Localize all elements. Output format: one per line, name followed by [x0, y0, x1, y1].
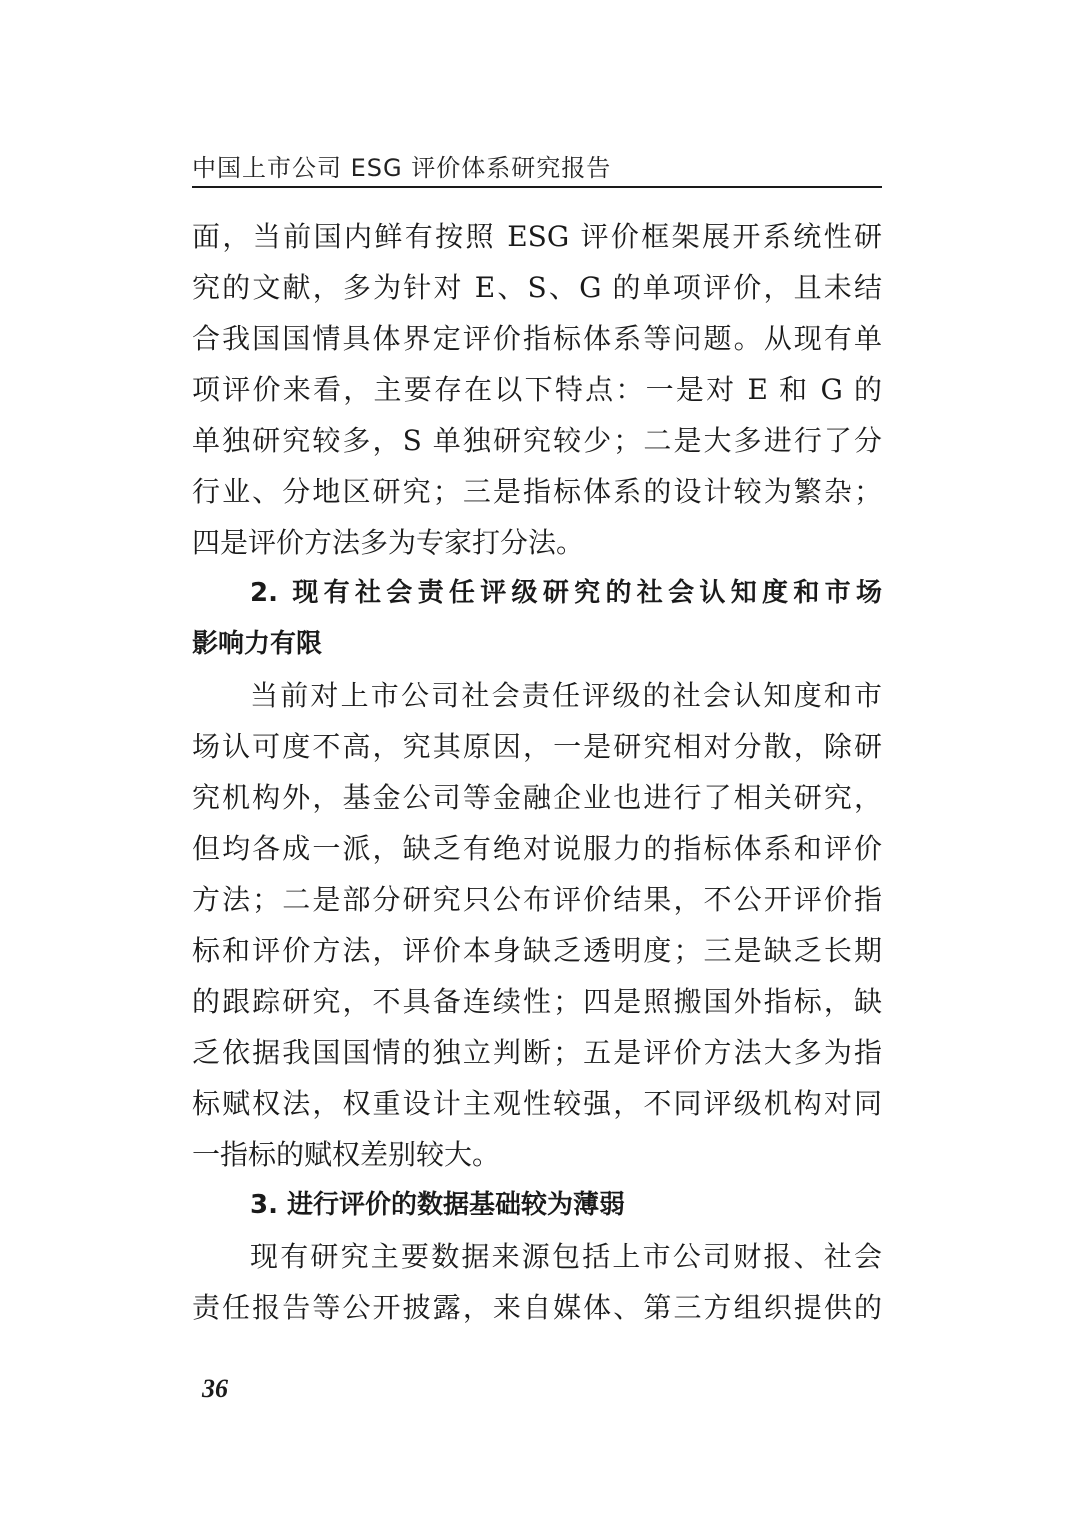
paragraph-line: 单独研究较多，S 单独研究较少；二是大多进行了分 [192, 424, 882, 457]
paragraph-line: 四是评价方法多为专家打分法。 [192, 526, 585, 559]
section-heading-3: 3. 进行评价的数据基础较为薄弱 [250, 1190, 626, 1220]
paragraph-line: 方法；二是部分研究只公布评价结果，不公开评价指 [192, 883, 882, 916]
paragraph-line: 面，当前国内鲜有按照 ESG 评价框架展开系统性研 [192, 220, 882, 253]
paragraph-line: 现有研究主要数据来源包括上市公司财报、社会 [250, 1240, 882, 1273]
page-number: 36 [202, 1374, 228, 1403]
paragraph-line: 标和评价方法，评价本身缺乏透明度；三是缺乏长期 [192, 934, 882, 967]
paragraph-line: 但均各成一派，缺乏有绝对说服力的指标体系和评价 [192, 832, 882, 865]
paragraph-line: 的跟踪研究，不具备连续性；四是照搬国外指标，缺 [192, 985, 882, 1018]
section-heading-2-continued: 影响力有限 [192, 629, 323, 659]
paragraph-line: 究的文献，多为针对 E、S、G 的单项评价，且未结 [192, 271, 882, 304]
paragraph-line: 究机构外，基金公司等金融企业也进行了相关研究， [192, 781, 882, 814]
paragraph-line: 责任报告等公开披露，来自媒体、第三方组织提供的 [192, 1291, 882, 1324]
paragraph-line: 当前对上市公司社会责任评级的社会认知度和市 [250, 679, 882, 712]
paragraph-line: 项评价来看，主要存在以下特点：一是对 E 和 G 的 [192, 373, 882, 406]
paragraph-line: 行业、分地区研究；三是指标体系的设计较为繁杂； [192, 475, 882, 508]
running-header-title: 中国上市公司 ESG 评价体系研究报告 [192, 154, 612, 182]
paragraph-line: 场认可度不高，究其原因，一是研究相对分散，除研 [192, 730, 882, 763]
paragraph-line: 标赋权法，权重设计主观性较强，不同评级机构对同 [192, 1087, 882, 1120]
header-divider [192, 186, 882, 188]
paragraph-line: 合我国国情具体界定评价指标体系等问题。从现有单 [192, 322, 882, 355]
section-heading-2: 2. 现有社会责任评级研究的社会认知度和市场 [250, 578, 882, 608]
paragraph-line: 一指标的赋权差别较大。 [192, 1138, 501, 1171]
body-text [192, 211, 882, 1333]
paragraph-line: 乏依据我国国情的独立判断；五是评价方法大多为指 [192, 1036, 882, 1069]
